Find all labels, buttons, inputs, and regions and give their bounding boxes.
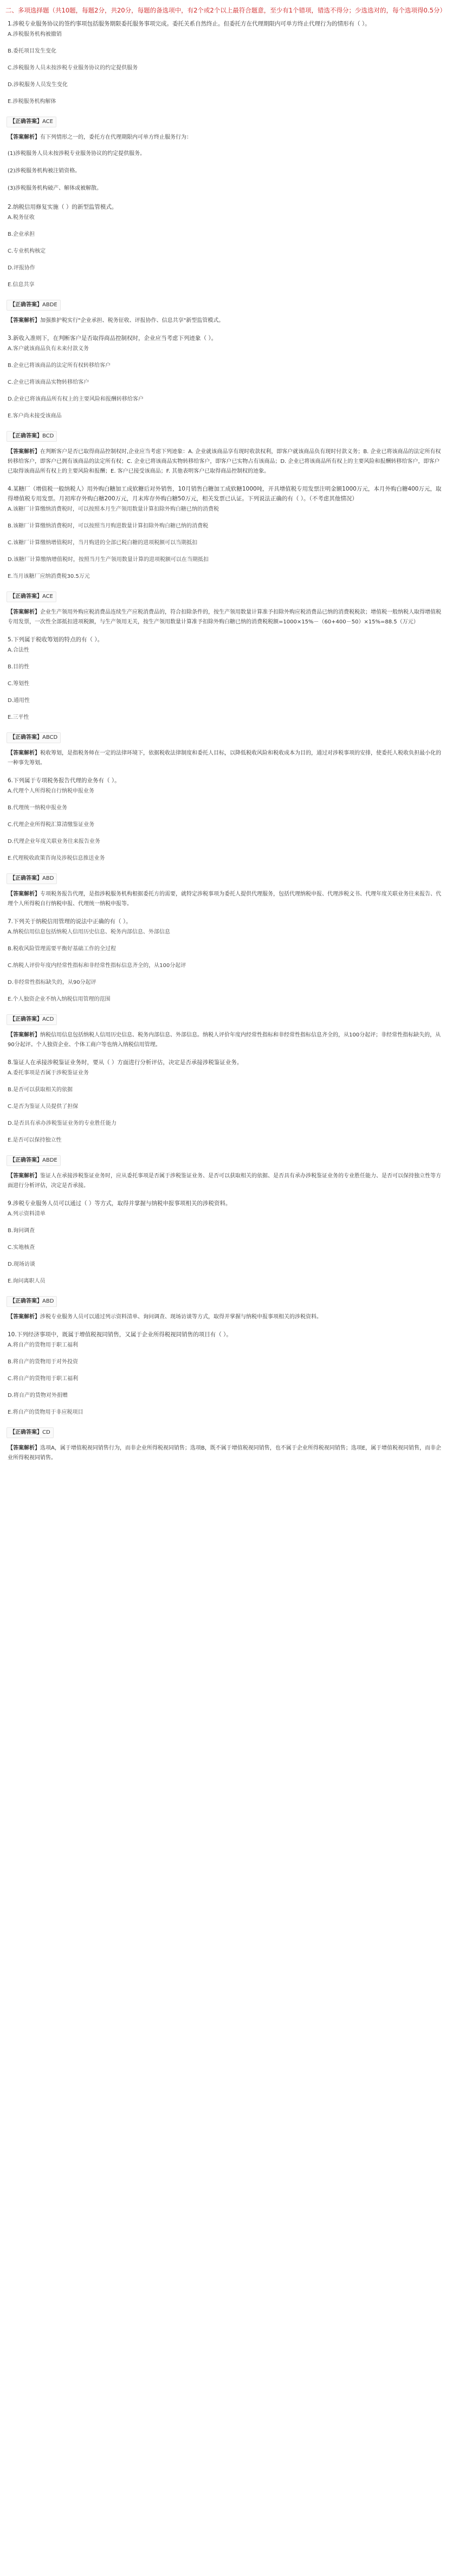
answer-analysis	[0, 447, 452, 476]
question-block	[0, 202, 452, 326]
correct-answer-value: ABDE	[42, 302, 57, 308]
question-stem: 5.下列属于税收筹划的特点的有（ ）。	[8, 636, 104, 643]
answer-analysis	[0, 133, 452, 143]
question-block	[0, 635, 452, 768]
section-title: 二、多项选择题（共10题，每题2分，共20分，每题的备选项中，有2个或2个以上最符合题意，至少有1个错项，错选不得分；少选选对的，每个选项得0.5分）	[5, 7, 446, 14]
answer-option: B.该糖厂计算缴纳消费税时，可以按照当月购进数量计算扣除外购白糖已纳的消费税	[8, 523, 209, 529]
answer-analysis	[0, 608, 452, 627]
analysis-label: 【答案解析】	[8, 134, 40, 140]
analysis-text: 涉税专业服务人员可以通过列示资料清单、询问调查、现场访谈等方式，取得并掌握与纳税申报事项相关的涉税资料。	[40, 1314, 322, 1320]
analysis-text: 有下列情形之一的，委托方在代理期限内可单方终止服务行为：	[40, 134, 192, 140]
answer-option: D.是否具有承办涉税鉴证业务的专业胜任能力	[8, 1120, 117, 1126]
analysis-text: 鉴证人在承接涉税鉴证业务时，应从委托事项是否属于涉税鉴证业务、是否可以获取相关的依据、是否具有承办涉税鉴证业务的专业胜任能力、是否可以保持独立性等方面进行分析评估，决定是否承接。	[8, 1173, 441, 1189]
correct-answer-label: 【正确答案】	[10, 594, 42, 600]
analysis-text: 纳税信用信息包括纳税人信用历史信息、税务内部信息、外部信息。纳税人评价年度内经常性指标和非经常性指标信息齐全的，从100分起评；非经常性指标缺失的，从90分起评。个人独资企业、个体工商户等也纳入纳税信用管理。	[8, 1032, 441, 1048]
correct-answer-value: ABDE	[42, 1157, 57, 1163]
question-stem: 3.新收入准则下，在判断客户是否取得商品控制权时，企业应当考虑下列迹象（ ）。	[8, 335, 217, 342]
correct-answer	[7, 1014, 57, 1025]
answer-option: D.通用性	[8, 698, 30, 704]
question-stem: 8.鉴证人在承接涉税鉴证业务时，要从（ ）方面进行分析评估，决定是否承接涉税鉴证业务。	[8, 1059, 243, 1066]
correct-answer-label: 【正确答案】	[10, 1429, 42, 1435]
answer-option: C.实地核查	[8, 1245, 35, 1251]
analysis-label: 【答案解析】	[8, 1314, 40, 1320]
answer-option: E.三平性	[8, 714, 29, 720]
analysis-item: (3)涉税服务机构破产、解体或被解散。	[8, 185, 102, 191]
question-stem: 2.纳税信用修复实施（ ）的新型监管模式。	[8, 204, 118, 210]
analysis-label: 【答案解析】	[8, 750, 40, 756]
answer-option: D.非经常性指标缺失的，从90分起评	[8, 980, 96, 986]
question-stem: 1.涉税专业服务协议的签约事项包括服务期限委托服务事项完成。委托关系自然终止。但委托方在代理期限内可单方终止代理行为的情形有（ ）。	[8, 21, 371, 27]
question-block	[0, 776, 452, 909]
answer-option: E.将自产的货物用于非应税项目	[8, 1409, 83, 1415]
answer-option: B.询问调查	[8, 1228, 35, 1234]
answer-option: D.评报协作	[8, 265, 35, 271]
question-block	[0, 19, 452, 192]
correct-answer-label: 【正确答案】	[10, 119, 42, 125]
answer-analysis	[0, 890, 452, 909]
correct-answer	[7, 1427, 54, 1438]
correct-answer-value: BCD	[42, 433, 54, 439]
correct-answer	[7, 1155, 61, 1166]
question-block	[0, 333, 452, 476]
answer-analysis	[0, 1171, 452, 1191]
question-list	[0, 19, 452, 1463]
answer-analysis	[0, 1312, 452, 1322]
answer-option: D.涉税服务人员发生变化	[8, 82, 68, 88]
correct-answer-label: 【正确答案】	[10, 1016, 42, 1022]
answer-analysis	[0, 316, 452, 326]
answer-option: A.将自产的货物用于职工福利	[8, 1342, 78, 1348]
correct-answer-value: CD	[42, 1429, 50, 1435]
answer-analysis	[0, 1031, 452, 1050]
answer-analysis	[0, 1444, 452, 1463]
analysis-item: (1)涉税服务人员未按涉税专业服务协议的约定提供服务。	[8, 151, 146, 157]
answer-option: B.是否可以获取相关的依据	[8, 1087, 73, 1093]
analysis-label: 【答案解析】	[8, 891, 40, 897]
answer-option: D.企业已将该商品所有权上的主要风险和报酬转移给客户	[8, 396, 144, 402]
answer-option: C.将自产的货物用于职工福利	[8, 1376, 79, 1382]
answer-option: B.税收风险管理需要平衡好基础工作的全过程	[8, 946, 117, 952]
question-stem: 4.某糖厂（增值税一般纳税人）用外购白糖加工成软糖后对外销售，10月销售白糖加工成软糖1000吨，开具增值税专用发票注明金额1000万元，本月外购白糖400万元，取得增值税专用发票。月初库存外购白糖200万元，月末库存外购白糖50万元，相关发票已认证。下列说法正确的有（ ）。（不考虑其他情况）	[8, 486, 442, 502]
answer-option: B.目的性	[8, 664, 30, 670]
answer-option: E.当月该糖厂应纳消费税30.5万元	[8, 574, 90, 579]
analysis-text: 专项税务报告代理，是指涉税服务机构根据委托方的需要，就特定涉税事项为委托人提供代理服务，包括代理纳税申报、代理涉税文书、代理年度关联业务往来报告、代理个人所得税自行纳税申报、代理统一纳税申报等。	[8, 891, 441, 907]
answer-option: B.代理统一纳税申报业务	[8, 805, 68, 811]
correct-answer-value: ABD	[42, 1298, 54, 1304]
answer-option: C.是否为鉴证人员提供了担保	[8, 1104, 79, 1110]
correct-answer	[7, 300, 61, 311]
correct-answer-label: 【正确答案】	[10, 875, 42, 881]
question-stem: 7.下列关于纳税信用管理的说法中正确的有（ ）。	[8, 918, 132, 925]
correct-answer-value: ACD	[42, 1016, 54, 1022]
correct-answer-label: 【正确答案】	[10, 1157, 42, 1163]
answer-option: A.涉税服务机构被撤销	[8, 31, 62, 37]
answer-option: B.将自产的货物用于对外投资	[8, 1359, 79, 1365]
analysis-label: 【答案解析】	[8, 449, 40, 455]
analysis-label: 【答案解析】	[8, 1032, 40, 1038]
answer-option: E.是否可以保持独立性	[8, 1137, 62, 1143]
analysis-label: 【答案解析】	[8, 318, 40, 324]
correct-answer	[7, 591, 56, 602]
answer-option: E.代理税收政策咨询及涉税信息推送业务	[8, 855, 105, 861]
analysis-text: 加强推护税实行"企业承担、税务征收、评报协作、信息共享"新型监管模式。	[40, 318, 224, 324]
analysis-text: 税收筹划，是指税务师在一定的法律环境下，依据税收法律制度和委托人目标，以降低税收风险和税收成本为目的，通过对涉税事项的安排，使委托人税收负担最小化的一种事先筹划。	[8, 750, 441, 766]
answer-option: E.信息共享	[8, 282, 35, 288]
answer-option: C.企业已将该商品实物转移给客户	[8, 379, 89, 385]
question-stem: 9.涉税专业服务人员可以通过（ ）等方式，取得并掌握与纳税申报事项相关的涉税资料。	[8, 1200, 231, 1207]
analysis-text: 选项A，属于增值税视同销售行为，而非企业所得税视同销售；选项B，既不属于增值税视同销售，也不属于企业所得税视同销售；选项E，属于增值税视同销售，而非企业所得税视同销售。	[8, 1445, 442, 1461]
answer-option: C.涉税服务人员未按涉税专业服务协议的约定提供服务	[8, 65, 138, 71]
analysis-label: 【答案解析】	[8, 1445, 40, 1451]
correct-answer	[7, 873, 57, 884]
analysis-label: 【答案解析】	[8, 609, 40, 615]
correct-answer-label: 【正确答案】	[10, 1298, 42, 1304]
correct-answer	[7, 732, 61, 743]
answer-option: A.委托事项是否属于涉税鉴证业务	[8, 1070, 89, 1076]
correct-answer	[7, 1296, 57, 1307]
question-stem: 10.下列经济事项中，既属于增值税视同销售，又属于企业所得税视同销售的项目有（ ）。	[8, 1331, 232, 1338]
answer-option: A.税务征收	[8, 215, 35, 221]
question-stem: 6.下列属于专项税务报告代理的业务有（ ）。	[8, 777, 120, 784]
analysis-text: 企业生产领用外购应税消费品连续生产应税消费品的，符合扣除条件的，按生产领用数量计算准予扣除外购应税消费品已纳的消费税税款；增值税一般纳税人取得增值税专用发票，一次性全部抵扣进项税额，与生产领用无关，按生产领用数量计算准予扣除外购白糖已纳的消费税税额=1000×15%－（60+400－50）×15%=88.5（万元）	[8, 609, 441, 625]
answer-option: A.纳税信用信息包括纳税人信用历史信息、税务内部信息、外部信息	[8, 929, 170, 935]
question-block	[0, 484, 452, 627]
correct-answer	[7, 117, 56, 127]
correct-answer	[7, 431, 57, 442]
answer-option: B.企业已将该商品的法定所有权转移给客户	[8, 363, 111, 369]
question-block	[0, 917, 452, 1050]
answer-option: D.该糖厂计算缴纳增值税时，按照当月生产领用数量计算的进项税额可以在当期抵扣	[8, 557, 209, 563]
answer-option: C.筹划性	[8, 681, 30, 687]
analysis-item: (2)涉税服务机构被注销资格。	[8, 168, 81, 174]
answer-option: D.现场访谈	[8, 1261, 35, 1267]
answer-option: A.代理个人所得税自行纳税申报业务	[8, 788, 94, 794]
correct-answer-label: 【正确答案】	[10, 302, 42, 308]
correct-answer-label: 【正确答案】	[10, 433, 42, 439]
answer-option: D.将自产的货物对外捐赠	[8, 1393, 68, 1399]
answer-option: D.代理企业年度关联业务往来报告业务	[8, 839, 100, 845]
answer-option: C.专业机构核定	[8, 248, 46, 254]
answer-option: B.企业承担	[8, 231, 35, 237]
answer-analysis	[0, 749, 452, 768]
question-block	[0, 1199, 452, 1322]
correct-answer-label: 【正确答案】	[10, 735, 42, 740]
question-block	[0, 1330, 452, 1463]
answer-option: A.该糖厂计算缴纳消费税时，可以按照本月生产领用数量计算扣除外购白糖已纳的消费税	[8, 506, 219, 512]
answer-option: A.合法性	[8, 647, 29, 653]
correct-answer-value: ABCD	[42, 735, 58, 740]
answer-option: C.该糖厂计算缴纳增值税时，当月购进的全部已税白糖的进项税额可以当期抵扣	[8, 540, 198, 546]
answer-option: C.纳税人评价年度内经常性指标和非经常性指标信息齐全的，从100分起评	[8, 963, 186, 969]
analysis-label: 【答案解析】	[8, 1173, 40, 1179]
answer-option: A.客户就该商品负有未来付款义务	[8, 346, 89, 352]
answer-option: E.涉税服务机构解体	[8, 99, 56, 105]
answer-option: A.列示资料清单	[8, 1211, 46, 1217]
answer-option: E.个人独资企业不纳入纳税信用管理的范围	[8, 996, 111, 1002]
answer-option: E.询问离职人员	[8, 1278, 46, 1284]
answer-option: B.委托项目发生变化	[8, 48, 57, 54]
question-block	[0, 1058, 452, 1191]
correct-answer-value: ACE	[42, 119, 53, 125]
answer-option: E.客户尚未接受该商品	[8, 413, 62, 419]
answer-option: C.代理企业所得税汇算清缴鉴证业务	[8, 822, 95, 828]
correct-answer-value: ABD	[42, 875, 54, 881]
correct-answer-value: ACE	[42, 594, 53, 600]
analysis-text: 在判断客户是否已取得商品控制权时,企业应当考虑下列迹象：A. 企业就该商品享有现时收款权利，即客户就该商品负有现时付款义务；B. 企业已将该商品的法定所有权转移给客户，即客户已拥有该商品的法定所有权；C. 企业已将该商品实物转移给客户，即客户已实物占有该商品；D. 企业已将该商品所有权上的主要风险和报酬转移给客户，即客户已取得该商品所有权上的主要风险和报酬；E. 客户已接受该商品；F. 其他表明客户已取得商品控制权的迹象。	[8, 449, 441, 474]
